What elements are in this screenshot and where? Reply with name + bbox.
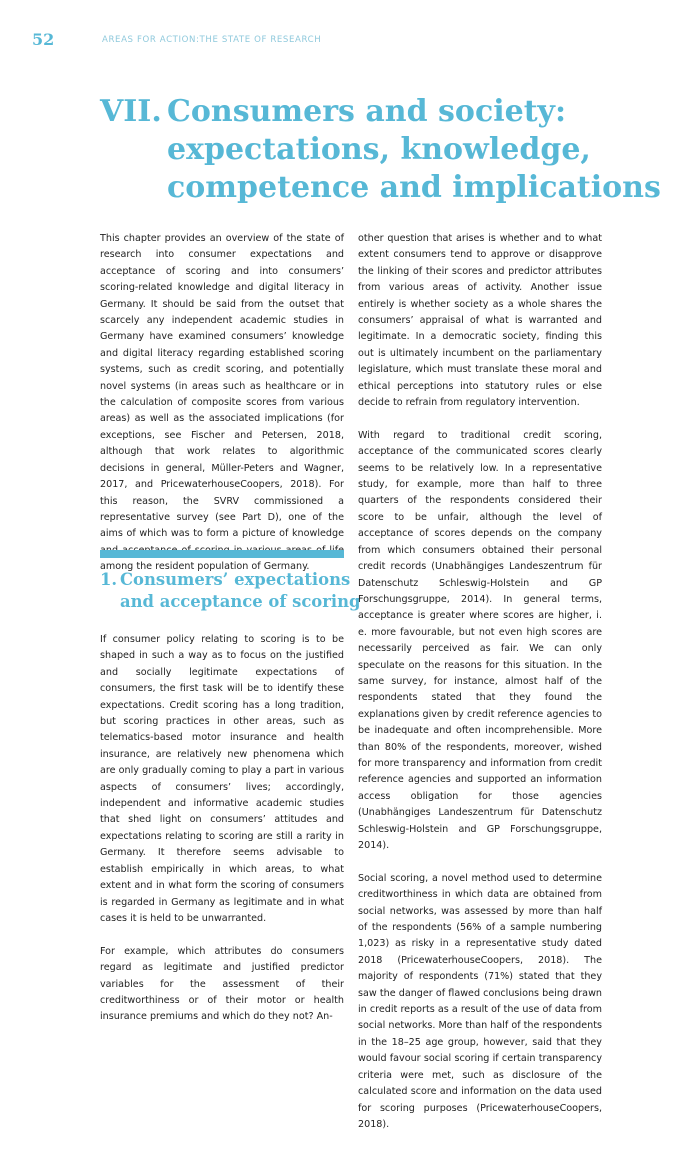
section-number: 1.: [100, 570, 118, 589]
chapter-title-line: expectations, knowledge,: [167, 132, 591, 167]
paragraph: This chapter provides an overview of the state of research into consumer expectations and acceptance of scoring and into consumers’ scoring-related knowledge and digital literacy in Germany. It should be said from the outset that scarcely any independent academic studies in Germany have examined consumers’ knowledge and digital literacy regarding established scoring systems, such as credit scoring, and potentially novel systems (in areas such as healthcare or in the calculation of composite scores from various areas) as well as the associated implications (for exceptions, see Fischer and Petersen, 2018, although that work relates to algorithmic decisions in general, Müller-Peters and Wagner, 2017, and PricewaterhouseCoopers, 2018). For this reason, the SVRV commissioned a representative survey (see Part D), one of the aims of which was to form a picture of knowledge among the resident population of Germany.: [100, 233, 344, 573]
section-title-line: and acceptance of scoring: [120, 592, 361, 611]
section-divider-bar: [100, 550, 344, 558]
body-column-left-bottom: [100, 632, 344, 1042]
body-column-right: [358, 231, 602, 1150]
paragraph: other question that arises is whether and to what extent consumers tend to approve or disapprove the linking of their scores and predictor attributes from various areas of activity. Another issue entirely is whether society as a whole shares the consumers’ appraisal of what is warranted and legitimate. In a democratic society, finding this out is ultimately incumbent on the parliamentary legislature, which must translate these moral and ethical perceptions into statutory rules or else decide to refrain from regulatory intervention.: [358, 233, 602, 409]
chapter-number: VII.: [100, 94, 162, 129]
running-header: AREAS FOR ACTION:THE STATE OF RESEARCH: [102, 35, 322, 45]
paragraph: With regard to traditional credit scoring, acceptance of the communicated scores clearly seems to be relatively low. In a representative study, for example, more than half to three quarters of the respondents considered their score to be unfair, although the level of acceptance of scores depends on the company from which consumers obtained their personal credit records (Unabhängiges Landeszentrum für Datenschutz Schleswig-Holstein and GP Forschungsgruppe, 2014). In general terms, acceptance is greater where scores are higher, i. e. more favourable, but not even high scores are necessarily perceived as fair. We can only speculate on the reasons for this situation. In the same survey, for instance, almost half of the respondents stated that they found the explanations given by credit reference agencies to be inadequate and often incomprehensible. More than 80% of the respondents, moreover, wished for more transparency and information from credit reference agencies and supported an information access obligation for those agencies (Unabhängiges Landeszentrum für Datenschutz Schleswig-Holstein and GP Forschungsgruppe, 2014).: [358, 429, 602, 852]
paragraph: For example, which attributes do consumers regard as legitimate and justified predictor variables for the assessment of their creditworthiness or of their motor or health insurance premiums and which do they not? An-: [100, 945, 344, 1023]
paragraph: Social scoring, a novel method used to determine creditworthiness in which data are obtained from social networks, was assessed by more than half of the respondents (56% of a sample numbering 1,023) as risky in a representative study dated 2018 (PricewaterhouseCoopers, 2018). The majority of respondents (71%) stated that they saw the danger of flawed conclusions being drawn in credit reports as a result of the use of data from social networks. More than half of the respondents in the 18–25 age group, however, said that they would favour social scoring if certain transparency criteria were met, such as disclosure of the calculated score and information on the data used for scoring purposes (PricewaterhouseCoopers, 2018).: [358, 872, 602, 1130]
chapter-title-line: competence and implications: [167, 170, 661, 205]
body-column-left-top: [100, 231, 344, 592]
chapter-title-line: Consumers and society:: [167, 94, 567, 129]
page-number: 52: [32, 30, 55, 49]
paragraph: If consumer policy relating to scoring is to be shaped in such a way as to focus on the justified and socially legitimate expectations of consumers, the first task will be to identify these expectations. Credit scoring has a long tradition, but scoring practices in other areas, such as telematics-based motor insurance and health insurance, are relatively new phenomena which are only gradually coming to play a part in various aspects of consumers’ lives; accordingly, independent and informative academic studies that shed light on consumers’ attitudes and expectations relating to scoring are still a rarity in Germany. It therefore seems advisable to establish empirically in which areas, to what extent and in what form the scoring of consumers is regarded in Germany as legitimate and in what cases it is held to be unwarranted.: [100, 634, 344, 924]
section-title-line: Consumers’ expectations: [120, 570, 351, 589]
